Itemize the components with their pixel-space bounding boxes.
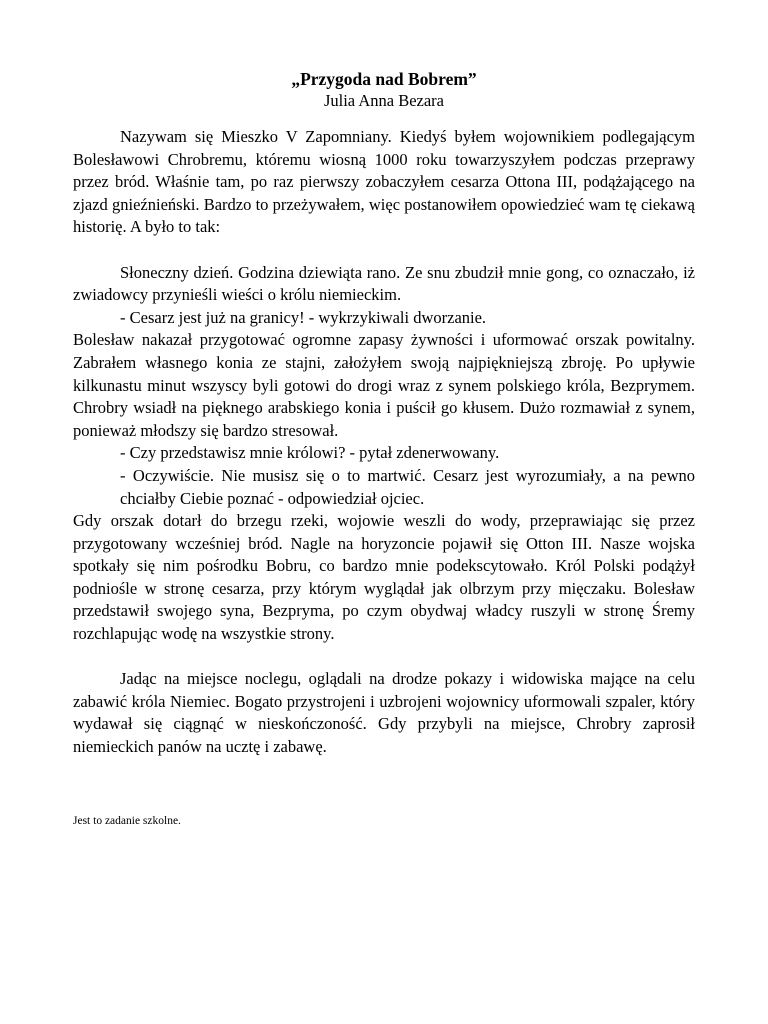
dialogue-line-son: - Czy przedstawisz mnie królowi? - pytał zdenerwowany.	[120, 443, 500, 463]
dialogue-line-father: - Oczywiście. Nie musisz się o to martwić. Cesarz jest wyrozumiały, a na pewno chciałby Ciebie poznać - odpowiedział ojciec.	[120, 465, 695, 508]
document-author: Julia Anna Bezara	[323, 91, 445, 110]
document-title: „Przygoda nad Bobrem”	[291, 69, 477, 89]
paragraph-intro: Nazywam się Mieszko V Zapomniany. Kiedyś byłem wojownikiem podlegającym Bolesławowi Chrobremu, któremu wiosną 1000 roku towarzyszyłem podczas przeprawy przez bród. Właśnie tam, po raz pierwszy zobaczyłem cesarza Ottona III, podążającego na zjazd gnieźnieński. Bardzo to przeżywałem, więc postanowiłem opowiedzieć wam tę ciekawą historię. A było to tak:	[73, 127, 695, 237]
paragraph-morning: Słoneczny dzień. Godzina dziewiąta rano. Ze snu zbudził mnie gong, co oznaczało, iż zwiadowcy przynieśli wieści o królu niemieckim.	[73, 262, 695, 305]
footnote: Jest to zadanie szkolne.	[73, 815, 181, 827]
paragraph-preparations: Bolesław nakazał przygotować ogromne zapasy żywności i uformować orszak powitalny. Zabrałem własnego konia ze stajni, założyłem swoją najpiękniejszą zbroję. Po upływie kilkunastu minut wszyscy byli gotowi do drogi wraz z synem polskiego króla, Bezprymem. Chrobry wsiadł na pięknego arabskiego konia i puścił go kłusem. Dużo rozmawiał z synem, ponieważ młodszy się bardzo stresował.	[73, 330, 695, 440]
paragraph-gap	[73, 239, 695, 262]
paragraph-journey: Jadąc na miejsce noclegu, oglądali na drodze pokazy i widowiska mające na celu zabawić króla Niemiec. Bogato przystrojeni i uzbrojeni wojownicy uformowali szpaler, który wydawał się ciągnąć w nieskończoność. Gdy przybyli na miejsce, Chrobry zaprosił niemieckich panów na ucztę i zabawę.	[73, 669, 695, 757]
document-page	[73, 68, 695, 759]
paragraph-crossing: Gdy orszak dotarł do brzegu rzeki, wojowie weszli do wody, przeprawiając się przez przygotowany wcześniej bród. Nagle na horyzoncie pojawił się Otton III. Nasze wojska spotkały się nim pośrodku Bobru, co bardzo mnie podekscytowało. Król Polski podążył podniośle w stronę cesarza, przy którym wyglądał jak olbrzym przy mięczaku. Bolesław przedstawił swojego syna, Bezpryma, po czym obydwaj władcy ruszyli w stronę Śremy rozchlapując wodę na wszystkie strony.	[73, 511, 695, 644]
dialogue-line-courtiers: - Cesarz jest już na granicy! - wykrzykiwali dworzanie.	[120, 307, 487, 327]
paragraph-gap	[73, 646, 695, 669]
